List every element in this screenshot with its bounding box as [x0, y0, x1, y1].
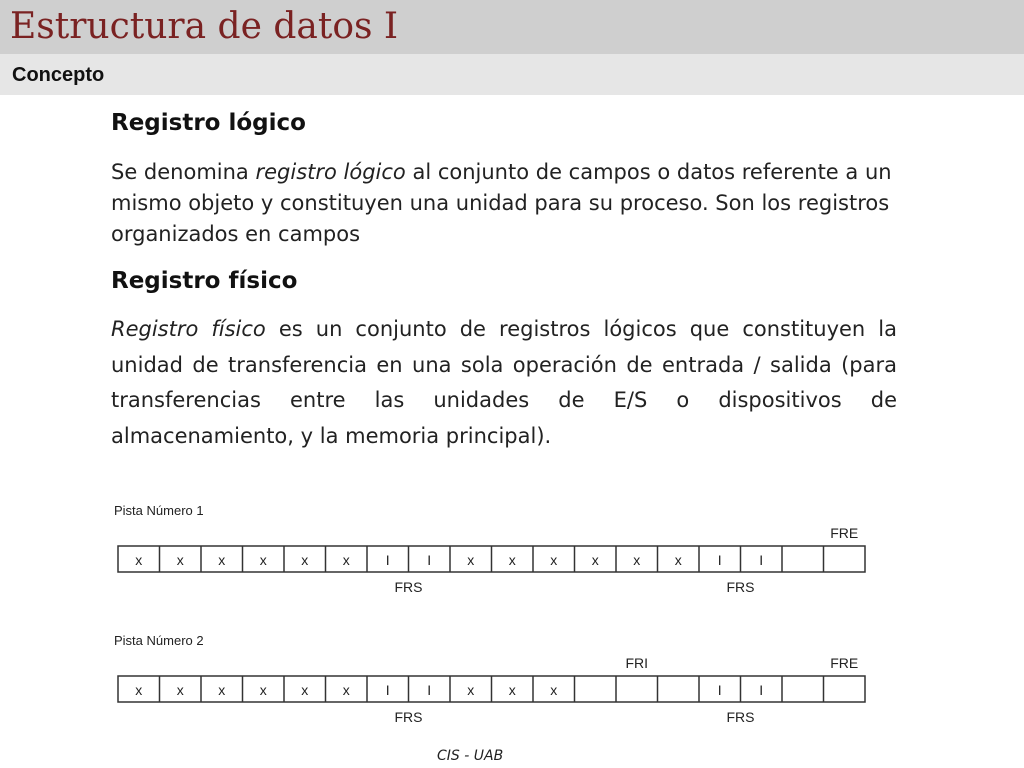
emphasis: Registro físico — [111, 317, 266, 341]
label-above: FRI — [625, 655, 649, 671]
cell-mark: x — [218, 682, 226, 698]
cell-mark: x — [259, 682, 267, 698]
track-label: Pista Número 1 — [114, 503, 204, 518]
label-below: FRS — [394, 709, 423, 725]
cell-mark: x — [508, 682, 516, 698]
cell-mark: x — [218, 552, 226, 568]
cell-mark: x — [633, 552, 641, 568]
text: Se denomina — [111, 160, 256, 184]
cell-mark: x — [674, 552, 682, 568]
cell-mark: x — [135, 552, 143, 568]
cell-mark: x — [467, 552, 475, 568]
text: es un conjunto de registros lógicos que constituyen la unidad de transferencia en una sola operación de entrada / salida (para transferencias entre las unidades de E/S o dispositivos de almacenamiento, y la memoria principal). — [111, 317, 897, 448]
label-below: FRS — [394, 579, 423, 595]
cell-mark: I — [759, 682, 764, 698]
footer: CIS - UAB — [437, 748, 504, 764]
slide-subtitle: Concepto — [12, 64, 105, 86]
cell-mark: I — [427, 682, 432, 698]
label-below: FRS — [726, 579, 755, 595]
heading-registro-fisico: Registro físico — [111, 268, 298, 294]
cell-mark: x — [301, 552, 309, 568]
cell-mark: I — [427, 552, 432, 568]
cell-mark: I — [717, 682, 722, 698]
cell-mark: I — [385, 552, 390, 568]
cell-mark: x — [550, 552, 558, 568]
cell-mark: x — [467, 682, 475, 698]
cell-mark: I — [717, 552, 722, 568]
cell-mark: x — [176, 682, 184, 698]
text: al conjunto de campos o datos referente a un mismo objeto y constituyen una unidad para su proceso. Son los registros organizados en campos — [111, 160, 892, 246]
label-above: FRE — [830, 525, 859, 541]
paragraph-registro-fisico — [111, 312, 897, 454]
cell-mark: x — [301, 682, 309, 698]
paragraph-registro-logico — [111, 157, 901, 250]
label-below: FRS — [726, 709, 755, 725]
cell-mark: x — [342, 552, 350, 568]
track-diagram — [112, 500, 912, 730]
cell-mark: I — [759, 552, 764, 568]
cell-mark: x — [508, 552, 516, 568]
subtitle-bar — [0, 54, 1024, 95]
slide-title: Estructura de datos I — [10, 6, 399, 47]
cell-mark: x — [342, 682, 350, 698]
cell-mark: x — [135, 682, 143, 698]
heading-registro-logico: Registro lógico — [111, 110, 306, 136]
emphasis: registro lógico — [255, 160, 406, 184]
cell-mark: x — [259, 552, 267, 568]
track-label: Pista Número 2 — [114, 633, 204, 648]
cell-mark: x — [591, 552, 599, 568]
cell-mark: x — [550, 682, 558, 698]
label-above: FRE — [830, 655, 859, 671]
cell-mark: x — [176, 552, 184, 568]
cell-mark: I — [385, 682, 390, 698]
